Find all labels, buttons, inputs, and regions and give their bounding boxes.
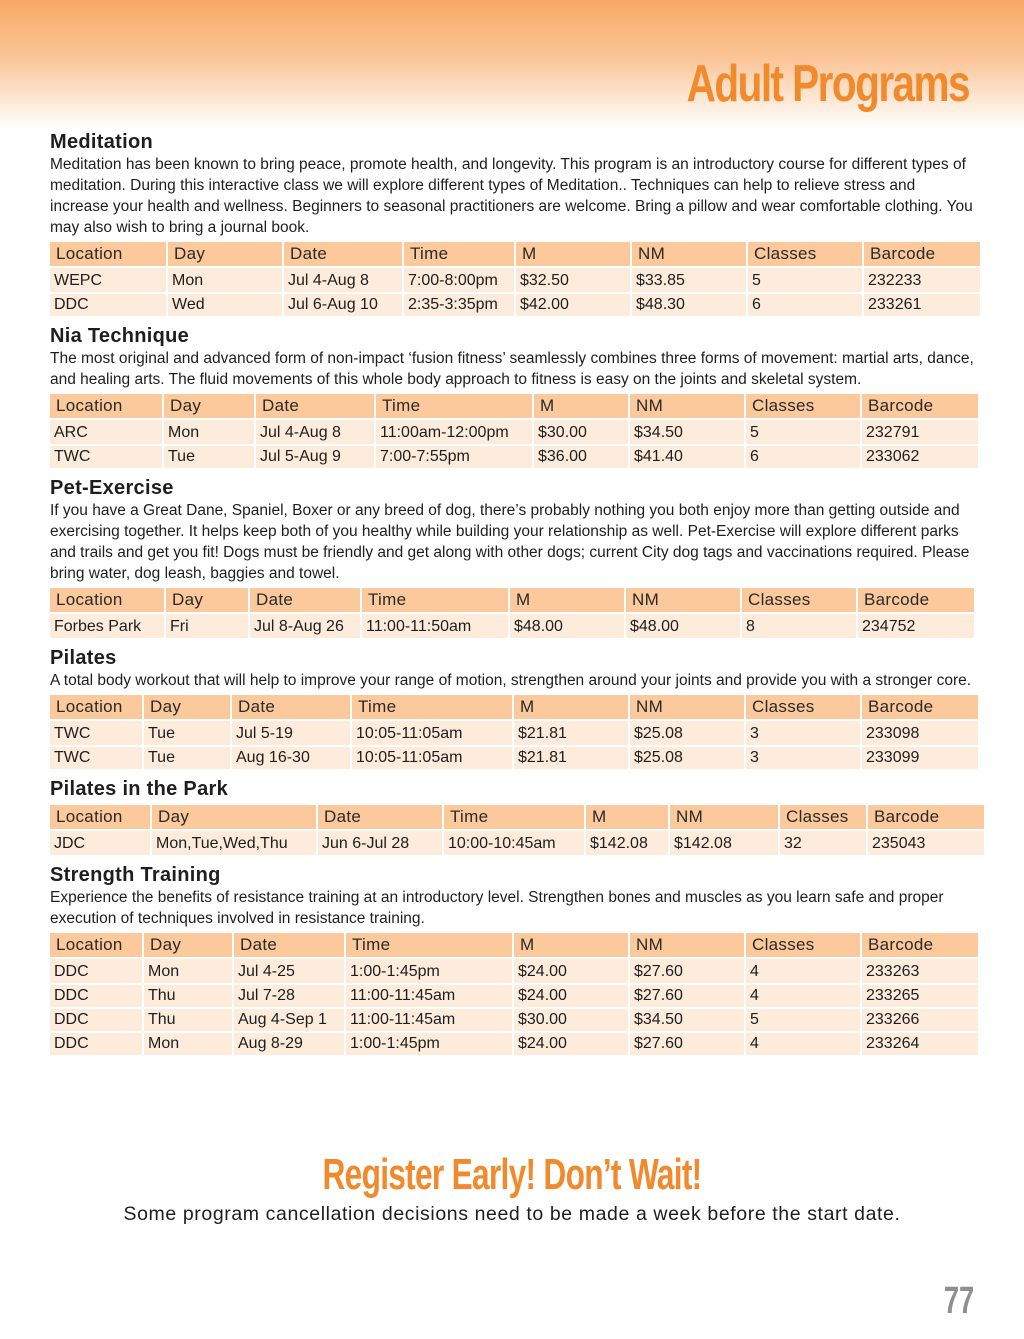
cell-classes: 4 [746, 985, 860, 1007]
column-header-time: Time [346, 933, 512, 957]
cell-location: JDC [50, 831, 150, 855]
cell-time: 10:05-11:05am [352, 721, 512, 745]
column-header-barcode: Barcode [862, 695, 978, 719]
schedule-table [48, 240, 982, 318]
cell-m: $142.08 [586, 831, 668, 855]
table-row [50, 614, 974, 638]
cell-day: Tue [144, 747, 230, 769]
program-0 [50, 130, 975, 318]
cell-barcode: 234752 [858, 614, 974, 638]
cell-time: 1:00-1:45pm [346, 959, 512, 983]
cell-date: Aug 8-29 [234, 1033, 344, 1055]
cell-m: $32.50 [516, 268, 630, 292]
schedule-table [48, 392, 980, 470]
cell-nm: $33.85 [632, 268, 746, 292]
program-title: Nia Technique [50, 325, 190, 347]
column-header-nm: NM [626, 588, 740, 612]
column-header-day: Day [166, 588, 248, 612]
cell-barcode: 233263 [862, 959, 978, 983]
cell-time: 10:00-10:45am [444, 831, 584, 855]
column-header-day: Day [168, 242, 282, 266]
program-1 [50, 324, 975, 470]
cell-m: $30.00 [514, 1009, 628, 1031]
cell-barcode: 233099 [862, 747, 978, 769]
cell-location: WEPC [50, 268, 166, 292]
cell-m: $24.00 [514, 959, 628, 983]
cell-date: Jun 6-Jul 28 [318, 831, 442, 855]
cell-classes: 32 [780, 831, 866, 855]
cell-m: $21.81 [514, 721, 628, 745]
program-description: The most original and advanced form of non-impact ‘fusion fitness’ seamlessly combines three forms of movement: martial arts, dance, and healing arts. The fluid movements of this whole body approach to fitness is easy on the joints and skeletal system. [50, 350, 974, 388]
column-header-barcode: Barcode [868, 805, 984, 829]
table-row [50, 959, 978, 983]
cell-day: Thu [144, 1009, 232, 1031]
cell-location: DDC [50, 294, 166, 316]
cell-m: $21.81 [514, 747, 628, 769]
column-header-barcode: Barcode [862, 933, 978, 957]
schedule-table [48, 803, 986, 857]
program-4 [50, 777, 975, 857]
cell-classes: 3 [746, 721, 860, 745]
program-3 [50, 646, 975, 771]
cell-day: Fri [166, 614, 248, 638]
column-header-m: M [516, 242, 630, 266]
column-header-date: Date [284, 242, 402, 266]
column-header-m: M [534, 394, 628, 418]
column-header-date: Date [256, 394, 374, 418]
cell-day: Mon [144, 1033, 232, 1055]
program-description: If you have a Great Dane, Spaniel, Boxer or any breed of dog, there’s probably nothing you both enjoy more than getting outside and exercising together. It helps keep both of you healthy while building your relationship as well. Pet-Exercise will explore different parks and trails and get you fit! Dogs must be friendly and get along with other dogs; current City dog tags and vaccinations required. Please bring water, dog leash, baggies and towel. [50, 502, 970, 582]
cell-time: 11:00-11:45am [346, 985, 512, 1007]
cell-day: Tue [164, 446, 254, 468]
cell-day: Tue [144, 721, 230, 745]
table-row [50, 294, 980, 316]
page-title: Adult Programs [686, 55, 969, 113]
table-row [50, 420, 978, 444]
column-header-nm: NM [630, 695, 744, 719]
cell-date: Aug 4-Sep 1 [234, 1009, 344, 1031]
column-header-time: Time [444, 805, 584, 829]
schedule-table [48, 693, 980, 771]
register-headline: Register Early! Don’t Wait! [322, 1150, 702, 1199]
cell-time: 7:00-7:55pm [376, 446, 532, 468]
cell-m: $42.00 [516, 294, 630, 316]
column-header-barcode: Barcode [858, 588, 974, 612]
column-header-location: Location [50, 695, 142, 719]
cell-nm: $27.60 [630, 959, 744, 983]
column-header-m: M [514, 933, 628, 957]
column-header-classes: Classes [746, 695, 860, 719]
cell-nm: $25.08 [630, 747, 744, 769]
column-header-time: Time [376, 394, 532, 418]
table-row [50, 831, 984, 855]
cell-time: 10:05-11:05am [352, 747, 512, 769]
cell-classes: 5 [746, 420, 860, 444]
column-header-nm: NM [670, 805, 778, 829]
column-header-day: Day [144, 695, 230, 719]
column-header-classes: Classes [746, 394, 860, 418]
cell-date: Jul 5-Aug 9 [256, 446, 374, 468]
cell-m: $48.00 [510, 614, 624, 638]
column-header-location: Location [50, 588, 164, 612]
cell-nm: $142.08 [670, 831, 778, 855]
column-header-nm: NM [632, 242, 746, 266]
program-description: Meditation has been known to bring peace, promote health, and longevity. This program is an introductory course for different types of meditation. During this interactive class we will explore different types of Meditation.. Techniques can help to relieve stress and increase your health and wellness. Beginners to seasonal practitioners are welcome. Bring a pillow and wear comfortable clothing. You may also wish to bring a journal book. [50, 156, 973, 236]
column-header-m: M [586, 805, 668, 829]
cell-nm: $48.30 [632, 294, 746, 316]
column-header-m: M [510, 588, 624, 612]
cell-date: Jul 7-28 [234, 985, 344, 1007]
cell-location: TWC [50, 446, 162, 468]
cell-location: Forbes Park [50, 614, 164, 638]
column-header-classes: Classes [742, 588, 856, 612]
table-row [50, 268, 980, 292]
cell-classes: 4 [746, 959, 860, 983]
cell-location: DDC [50, 1033, 142, 1055]
cell-classes: 6 [746, 446, 860, 468]
cell-barcode: 233098 [862, 721, 978, 745]
cell-barcode: 233062 [862, 446, 978, 468]
column-header-time: Time [362, 588, 508, 612]
cell-m: $36.00 [534, 446, 628, 468]
cell-classes: 4 [746, 1033, 860, 1055]
column-header-location: Location [50, 394, 162, 418]
cell-date: Jul 4-Aug 8 [256, 420, 374, 444]
column-header-time: Time [404, 242, 514, 266]
column-header-barcode: Barcode [864, 242, 980, 266]
table-row [50, 1033, 978, 1055]
column-header-date: Date [234, 933, 344, 957]
cell-day: Mon [168, 268, 282, 292]
cell-nm: $27.60 [630, 1033, 744, 1055]
schedule-table [48, 586, 976, 640]
cell-day: Wed [168, 294, 282, 316]
column-header-day: Day [152, 805, 316, 829]
cell-barcode: 233261 [864, 294, 980, 316]
table-row [50, 985, 978, 1007]
cell-nm: $34.50 [630, 1009, 744, 1031]
column-header-classes: Classes [780, 805, 866, 829]
column-header-day: Day [164, 394, 254, 418]
schedule-table [48, 931, 980, 1057]
program-list [50, 130, 975, 1063]
cell-day: Mon [144, 959, 232, 983]
column-header-location: Location [50, 805, 150, 829]
cell-classes: 5 [746, 1009, 860, 1031]
cell-location: DDC [50, 1009, 142, 1031]
column-header-location: Location [50, 242, 166, 266]
cell-barcode: 233265 [862, 985, 978, 1007]
cell-location: TWC [50, 747, 142, 769]
cell-time: 11:00am-12:00pm [376, 420, 532, 444]
cell-day: Mon [164, 420, 254, 444]
program-description: A total body workout that will help to improve your range of motion, strengthen around your joints and provide you with a stronger core. [50, 672, 972, 689]
table-row [50, 747, 978, 769]
cell-day: Mon,Tue,Wed,Thu [152, 831, 316, 855]
column-header-nm: NM [630, 394, 744, 418]
cell-nm: $25.08 [630, 721, 744, 745]
cell-barcode: 235043 [868, 831, 984, 855]
cell-classes: 8 [742, 614, 856, 638]
column-header-barcode: Barcode [862, 394, 978, 418]
program-title: Pilates in the Park [50, 778, 228, 800]
cell-barcode: 232791 [862, 420, 978, 444]
cancellation-note: Some program cancellation decisions need to be made a week before the start date. [123, 1203, 901, 1225]
cell-nm: $41.40 [630, 446, 744, 468]
column-header-classes: Classes [748, 242, 862, 266]
cell-m: $24.00 [514, 985, 628, 1007]
program-5 [50, 863, 975, 1057]
cell-barcode: 233264 [862, 1033, 978, 1055]
cell-date: Jul 6-Aug 10 [284, 294, 402, 316]
cell-day: Thu [144, 985, 232, 1007]
column-header-location: Location [50, 933, 142, 957]
program-title: Pet-Exercise [50, 477, 174, 499]
column-header-time: Time [352, 695, 512, 719]
column-header-nm: NM [630, 933, 744, 957]
table-row [50, 1009, 978, 1031]
program-title: Meditation [50, 131, 153, 153]
cell-location: TWC [50, 721, 142, 745]
cell-location: ARC [50, 420, 162, 444]
cell-barcode: 233266 [862, 1009, 978, 1031]
program-title: Pilates [50, 647, 117, 669]
column-header-date: Date [318, 805, 442, 829]
cell-date: Jul 5-19 [232, 721, 350, 745]
cell-classes: 3 [746, 747, 860, 769]
page-number: 77 [943, 1280, 974, 1322]
column-header-classes: Classes [746, 933, 860, 957]
cell-date: Jul 4-25 [234, 959, 344, 983]
program-description: Experience the benefits of resistance training at an introductory level. Strengthen bones and muscles as you learn safe and proper execution of techniques involved in resistance training. [50, 889, 944, 927]
column-header-m: M [514, 695, 628, 719]
cell-time: 7:00-8:00pm [404, 268, 514, 292]
table-row [50, 446, 978, 468]
cell-date: Jul 8-Aug 26 [250, 614, 360, 638]
cell-location: DDC [50, 959, 142, 983]
footer [0, 1148, 1024, 1226]
program-title: Strength Training [50, 864, 221, 886]
column-header-date: Date [232, 695, 350, 719]
cell-nm: $48.00 [626, 614, 740, 638]
cell-classes: 6 [748, 294, 862, 316]
cell-barcode: 232233 [864, 268, 980, 292]
cell-location: DDC [50, 985, 142, 1007]
cell-classes: 5 [748, 268, 862, 292]
cell-time: 11:00-11:45am [346, 1009, 512, 1031]
cell-nm: $27.60 [630, 985, 744, 1007]
cell-time: 2:35-3:35pm [404, 294, 514, 316]
table-row [50, 721, 978, 745]
cell-m: $30.00 [534, 420, 628, 444]
program-2 [50, 476, 975, 640]
cell-nm: $34.50 [630, 420, 744, 444]
cell-time: 1:00-1:45pm [346, 1033, 512, 1055]
cell-date: Jul 4-Aug 8 [284, 268, 402, 292]
cell-time: 11:00-11:50am [362, 614, 508, 638]
cell-m: $24.00 [514, 1033, 628, 1055]
column-header-date: Date [250, 588, 360, 612]
column-header-day: Day [144, 933, 232, 957]
cell-date: Aug 16-30 [232, 747, 350, 769]
